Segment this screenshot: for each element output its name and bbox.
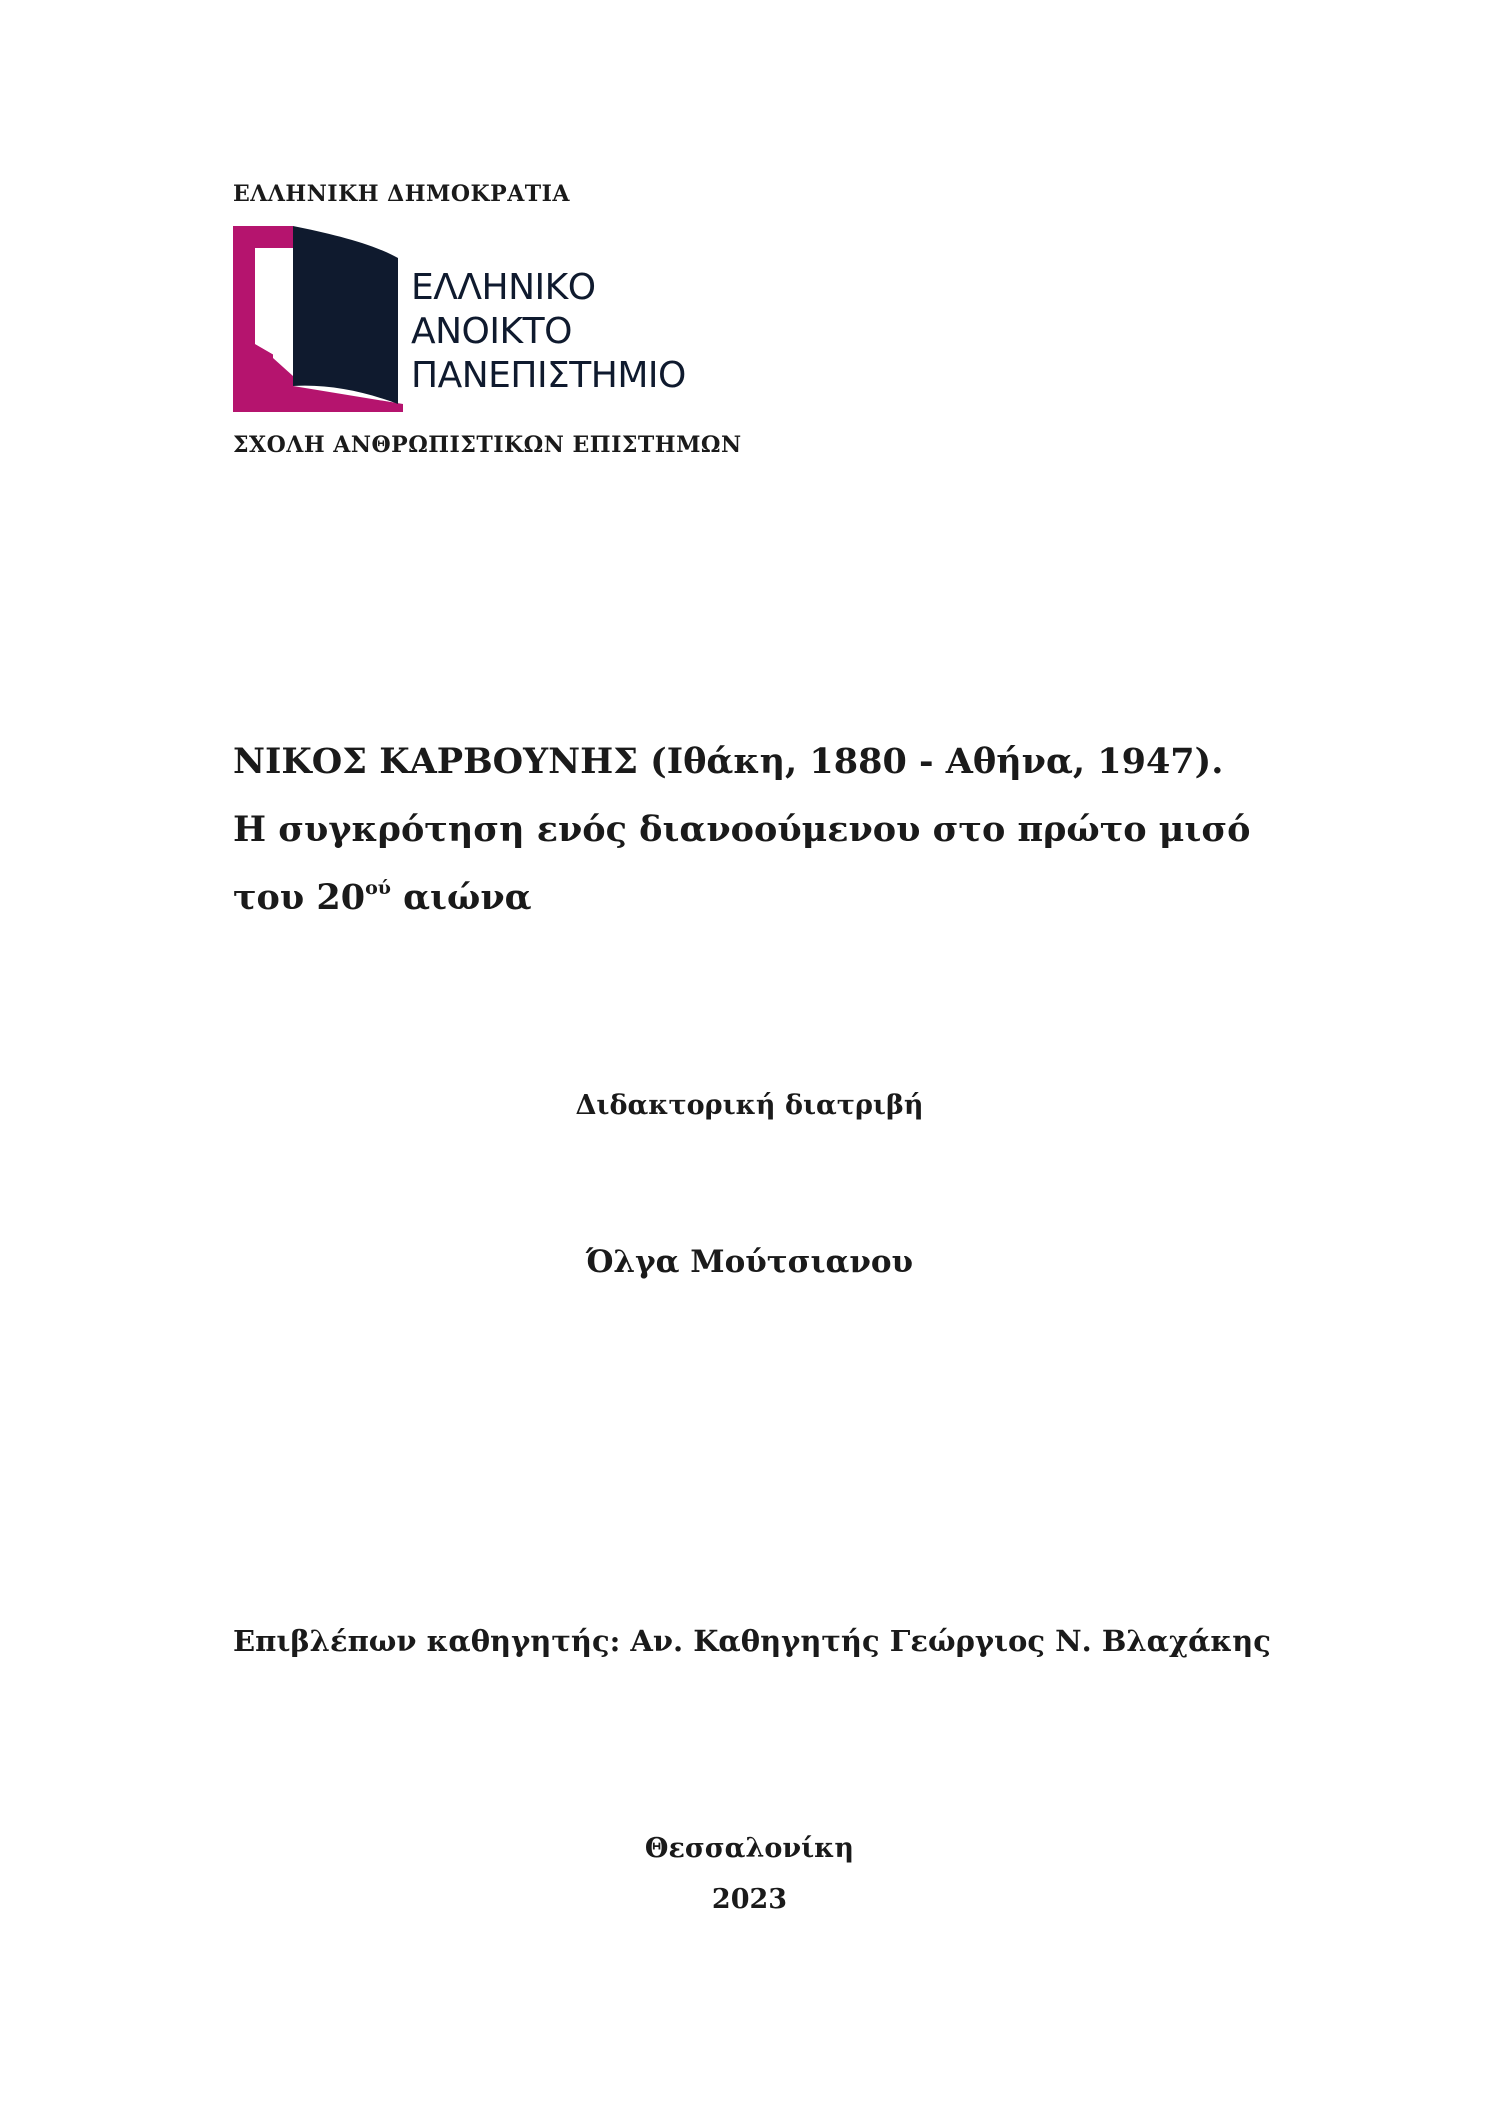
title-line-3	[233, 864, 1333, 932]
title-line-1: ΝΙΚΟΣ ΚΑΡΒΟΥΝΗΣ (Ιθάκη, 1880 - Αθήνα, 1947).	[233, 741, 1224, 782]
school-heading: ΣΧΟΛΗ ΑΝΘΡΩΠΙΣΤΙΚΩΝ ΕΠΙΣΤΗΜΩΝ	[233, 432, 742, 458]
supervisor-line: Επιβλέπων καθηγητής: Αν. Καθηγητής Γεώργιος Ν. Βλαχάκης	[233, 1624, 1271, 1658]
university-logo-emblem-icon	[233, 226, 403, 412]
republic-heading: ΕΛΛΗΝΙΚΗ ΔΗΜΟΚΡΑΤΙΑ	[233, 181, 570, 207]
title-line-3-end: αιώνα	[390, 877, 532, 918]
logo-line-3: ΠΑΝΕΠΙΣΤΗΜΙΟ	[411, 355, 686, 396]
thesis-title	[233, 728, 1333, 932]
title-line-3-start: του 20	[233, 877, 366, 918]
thesis-type: Διδακτορική διατριβή	[575, 1090, 924, 1121]
university-logo-text	[411, 266, 686, 398]
logo-line-1: ΕΛΛΗΝΙΚΟ	[411, 267, 596, 308]
university-logo	[233, 226, 693, 412]
title-line-2: Η συγκρότηση ενός διανοούμενου στο πρώτο μισό	[233, 809, 1251, 850]
title-line-3-superscript: ού	[365, 877, 391, 899]
logo-line-2: ΑΝΟΙΚΤΟ	[411, 311, 572, 352]
author-name: Όλγα Μούτσιανου	[585, 1244, 914, 1280]
year: 2023	[711, 1884, 788, 1915]
city: Θεσσαλονίκη	[644, 1833, 855, 1864]
